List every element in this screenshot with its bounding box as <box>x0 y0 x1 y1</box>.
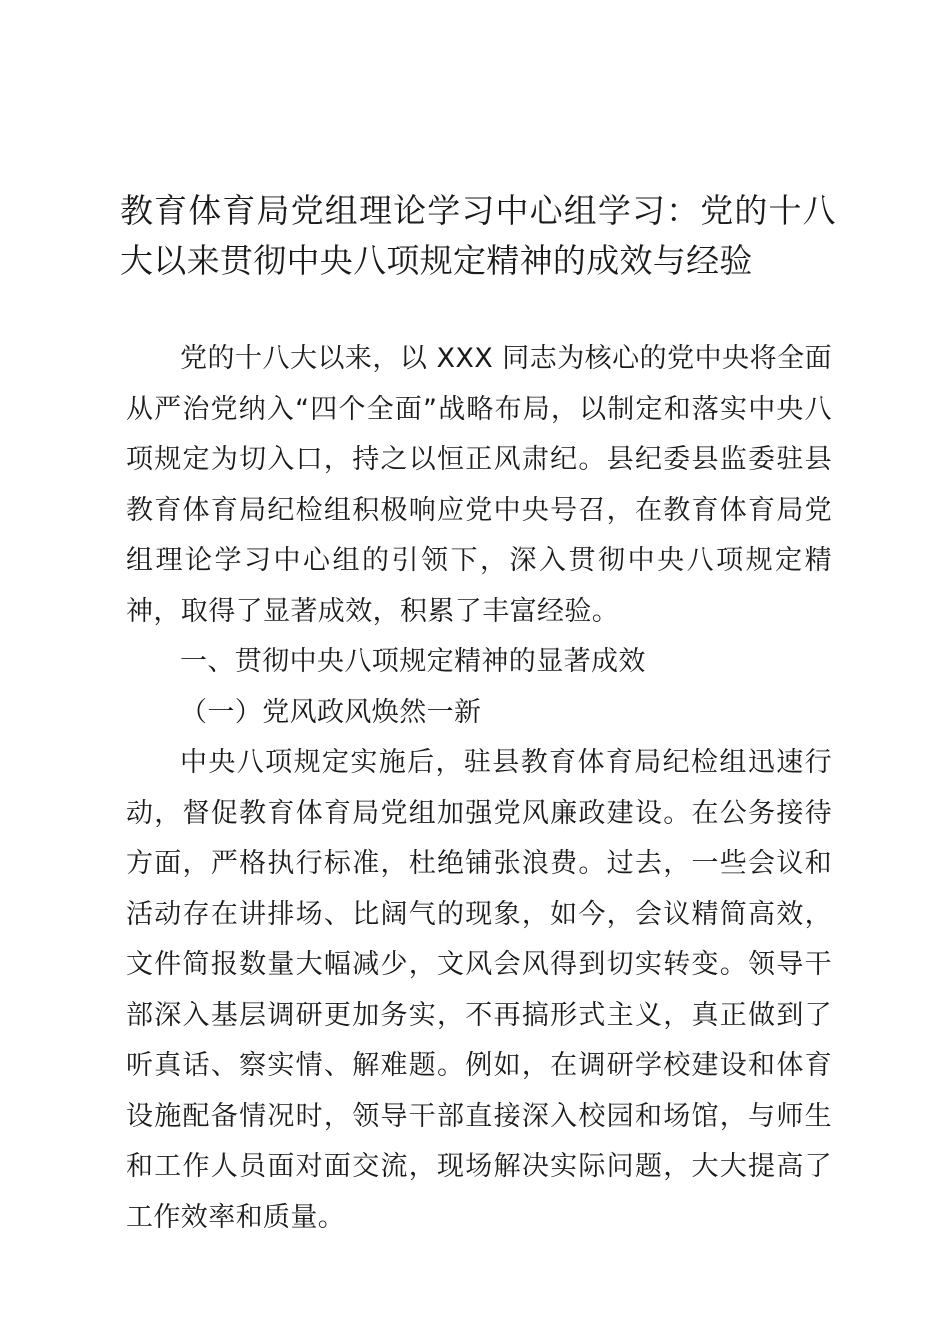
document-body <box>126 334 832 1243</box>
section-heading: 一、贯彻中央八项规定精神的显著成效 <box>180 646 646 677</box>
body-paragraph: 中央八项规定实施后，驻县教育体育局纪检组迅速行动，督促教育体育局党组加强党风廉政建设。在公务接待方面，严格执行标准，杜绝铺张浪费。过去，一些会议和活动存在讲排场、比阔气的现象，如今，会议精简高效，文件简报数量大幅减少，文风会风得到切实转变。领导干部深入基层调研更加务实，不再搞形式主义，真正做到了听真话、察实情、解难题。例如，在调研学校建设和体育设施配备情况时，领导干部直接深入校园和场馆，与师生和工作人员面对面交流，现场解决实际问题，大大提高了工作效率和质量。 <box>126 747 832 1233</box>
intro-paragraph: 党的十八大以来，以 XXX 同志为核心的党中央将全面从严治党纳入“四个全面”战略布局，以制定和落实中央八项规定为切入口，持之以恒正风肃纪。县纪委县监委驻县教育体育局纪检组积极响应党中央号召，在教育体育局党组理论学习中心组的引领下，深入贯彻中央八项规定精神，取得了显著成效，积累了丰富经验。 <box>126 343 832 627</box>
subsection-heading: （一）党风政风焕然一新 <box>180 696 482 728</box>
document-title: 教育体育局党组理论学习中心组学习：党的十八大以来贯彻中央八项规定精神的成效与经验 <box>120 191 836 280</box>
